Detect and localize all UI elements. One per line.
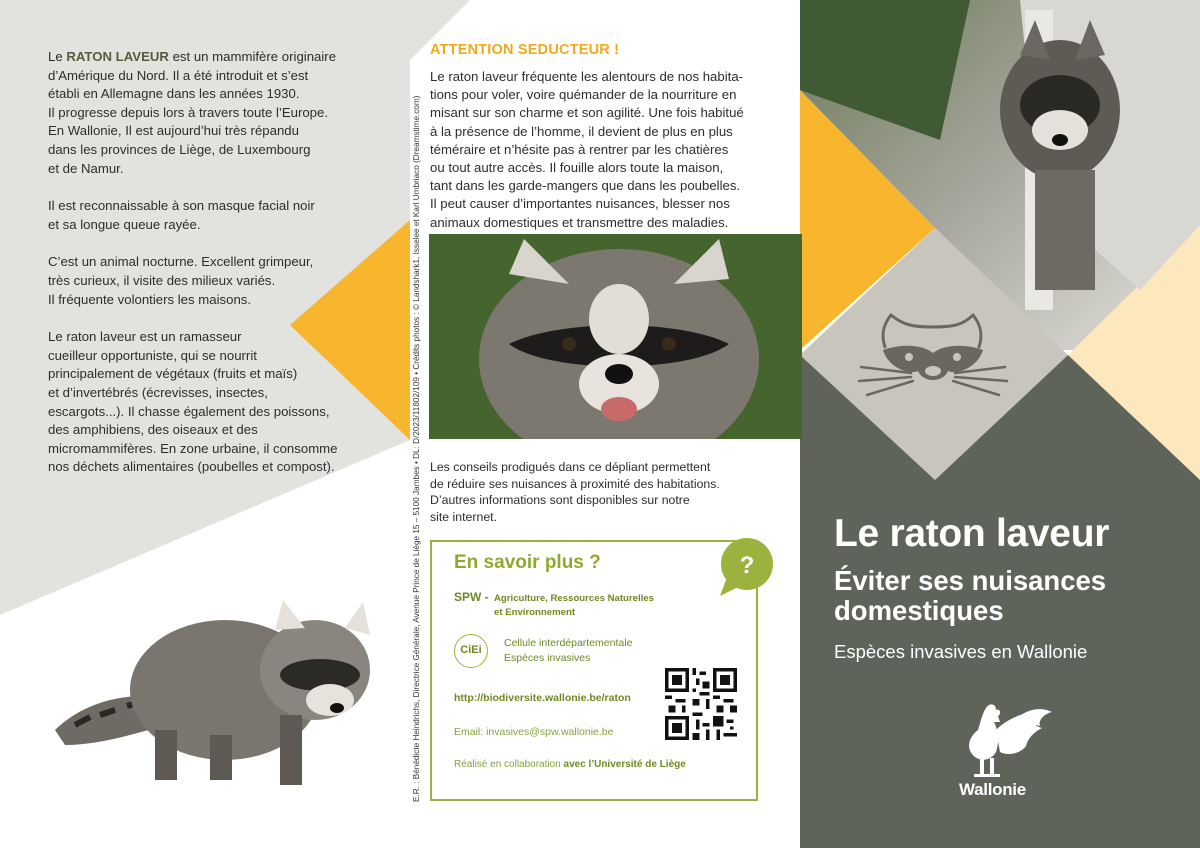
qr-code-icon[interactable] [665,668,737,740]
website-link[interactable]: http://biodiversite.wallonie.be/raton [454,692,631,704]
ciei-logo: CiEi [454,634,488,668]
intro-paragraph: Le RATON LAVEUR est un mammifère originaire d’Amérique du Nord. Il a été introduit et s’est établi en Allemagne dans les années 1930. Il progresse depuis lors à travers toute l’Europe. En Wallonie, Il est aujourd’hui très répandu dans les provinces de Liège, de Luxembourg et de Namur. [48,49,337,176]
collaboration-note: Réalisé en collaboration avec l’Université de Liège [454,759,686,770]
bubble-question-mark: ? [739,552,755,579]
nocturnal-paragraph: C’est un animal nocturne. Excellent grimpeur, très curieux, il visite des milieux variés. Il fréquente volontiers les maisons. [48,254,314,307]
wallonie-logo-text: Wallonie [959,780,1026,799]
cover-subtitle: Éviter ses nuisances domestiques [834,565,1107,626]
info-title: En savoir plus ? [454,552,601,573]
email-link[interactable]: Email: invasives@spw.wallonie.be [454,726,614,738]
attention-title: ATTENTION SEDUCTEUR ! [430,42,620,58]
mask-paragraph: Il est reconnaissable à son masque facial noir et sa longue queue rayée. [48,198,315,232]
credits-line: E.R. : Bénédicte Heindrichs, Directrice Générale, Avenue Prince de Liège 15 – 5100 Jambes • DL: D/2023/11802/109 • Crédits photos : © Landshark1, Isselee et Karl Umbriaco (Dreamstime.com) [412,95,421,802]
intro-text [48,48,368,496]
rooster-logo-icon [956,700,1056,780]
raccoon-snarl-photo [429,234,802,439]
raccoon-face-icon [853,305,1013,405]
spw-department: Agriculture, Ressources Naturelles et Environnement [494,593,654,618]
info-box [430,540,758,801]
ciei-text: Cellule interdépartementale Espèces invasives [504,637,633,664]
advice-text: Les conseils prodigués dans ce dépliant permettent de réduire ses nuisances à proximité des habitations. D’autres informations sont disponibles sur notre site internet. [430,460,720,524]
cover-title: Le raton laveur [834,512,1110,555]
raccoon-photo [45,530,385,790]
diet-paragraph: Le raton laveur est un ramasseur cueilleur opportuniste, qui se nourrit principalement de végétaux (fruits et maïs) et d’invertébrés (écrevisses, insectes, escargots...). Il chasse également des poissons, des amphibiens, des oiseaux et des micromammifères. En zone urbaine, il consomme nos déchets alimentaires (poubelles et compost). [48,329,338,475]
cover-tagline: Espèces invasives en Wallonie [834,641,1088,662]
spw-label: SPW - [454,590,489,604]
speech-bubble-icon [714,536,776,598]
attention-body: Le raton laveur fréquente les alentours de nos habita- tions pour voler, voire quémander de la nourriture en misant sur son charme et son agilité. Une fois habitué à la présence de l’homme, il devient de plus en plus téméraire et n’hésite pas à rentrer par les chatières ou tout autre accès. Il fouille alors toute la maison, tant dans les garde-mangers que dans les poubelles. Il peut causer d’importantes nuisances, blesser nos animaux domestiques et transmettre des maladies. [430,69,744,230]
